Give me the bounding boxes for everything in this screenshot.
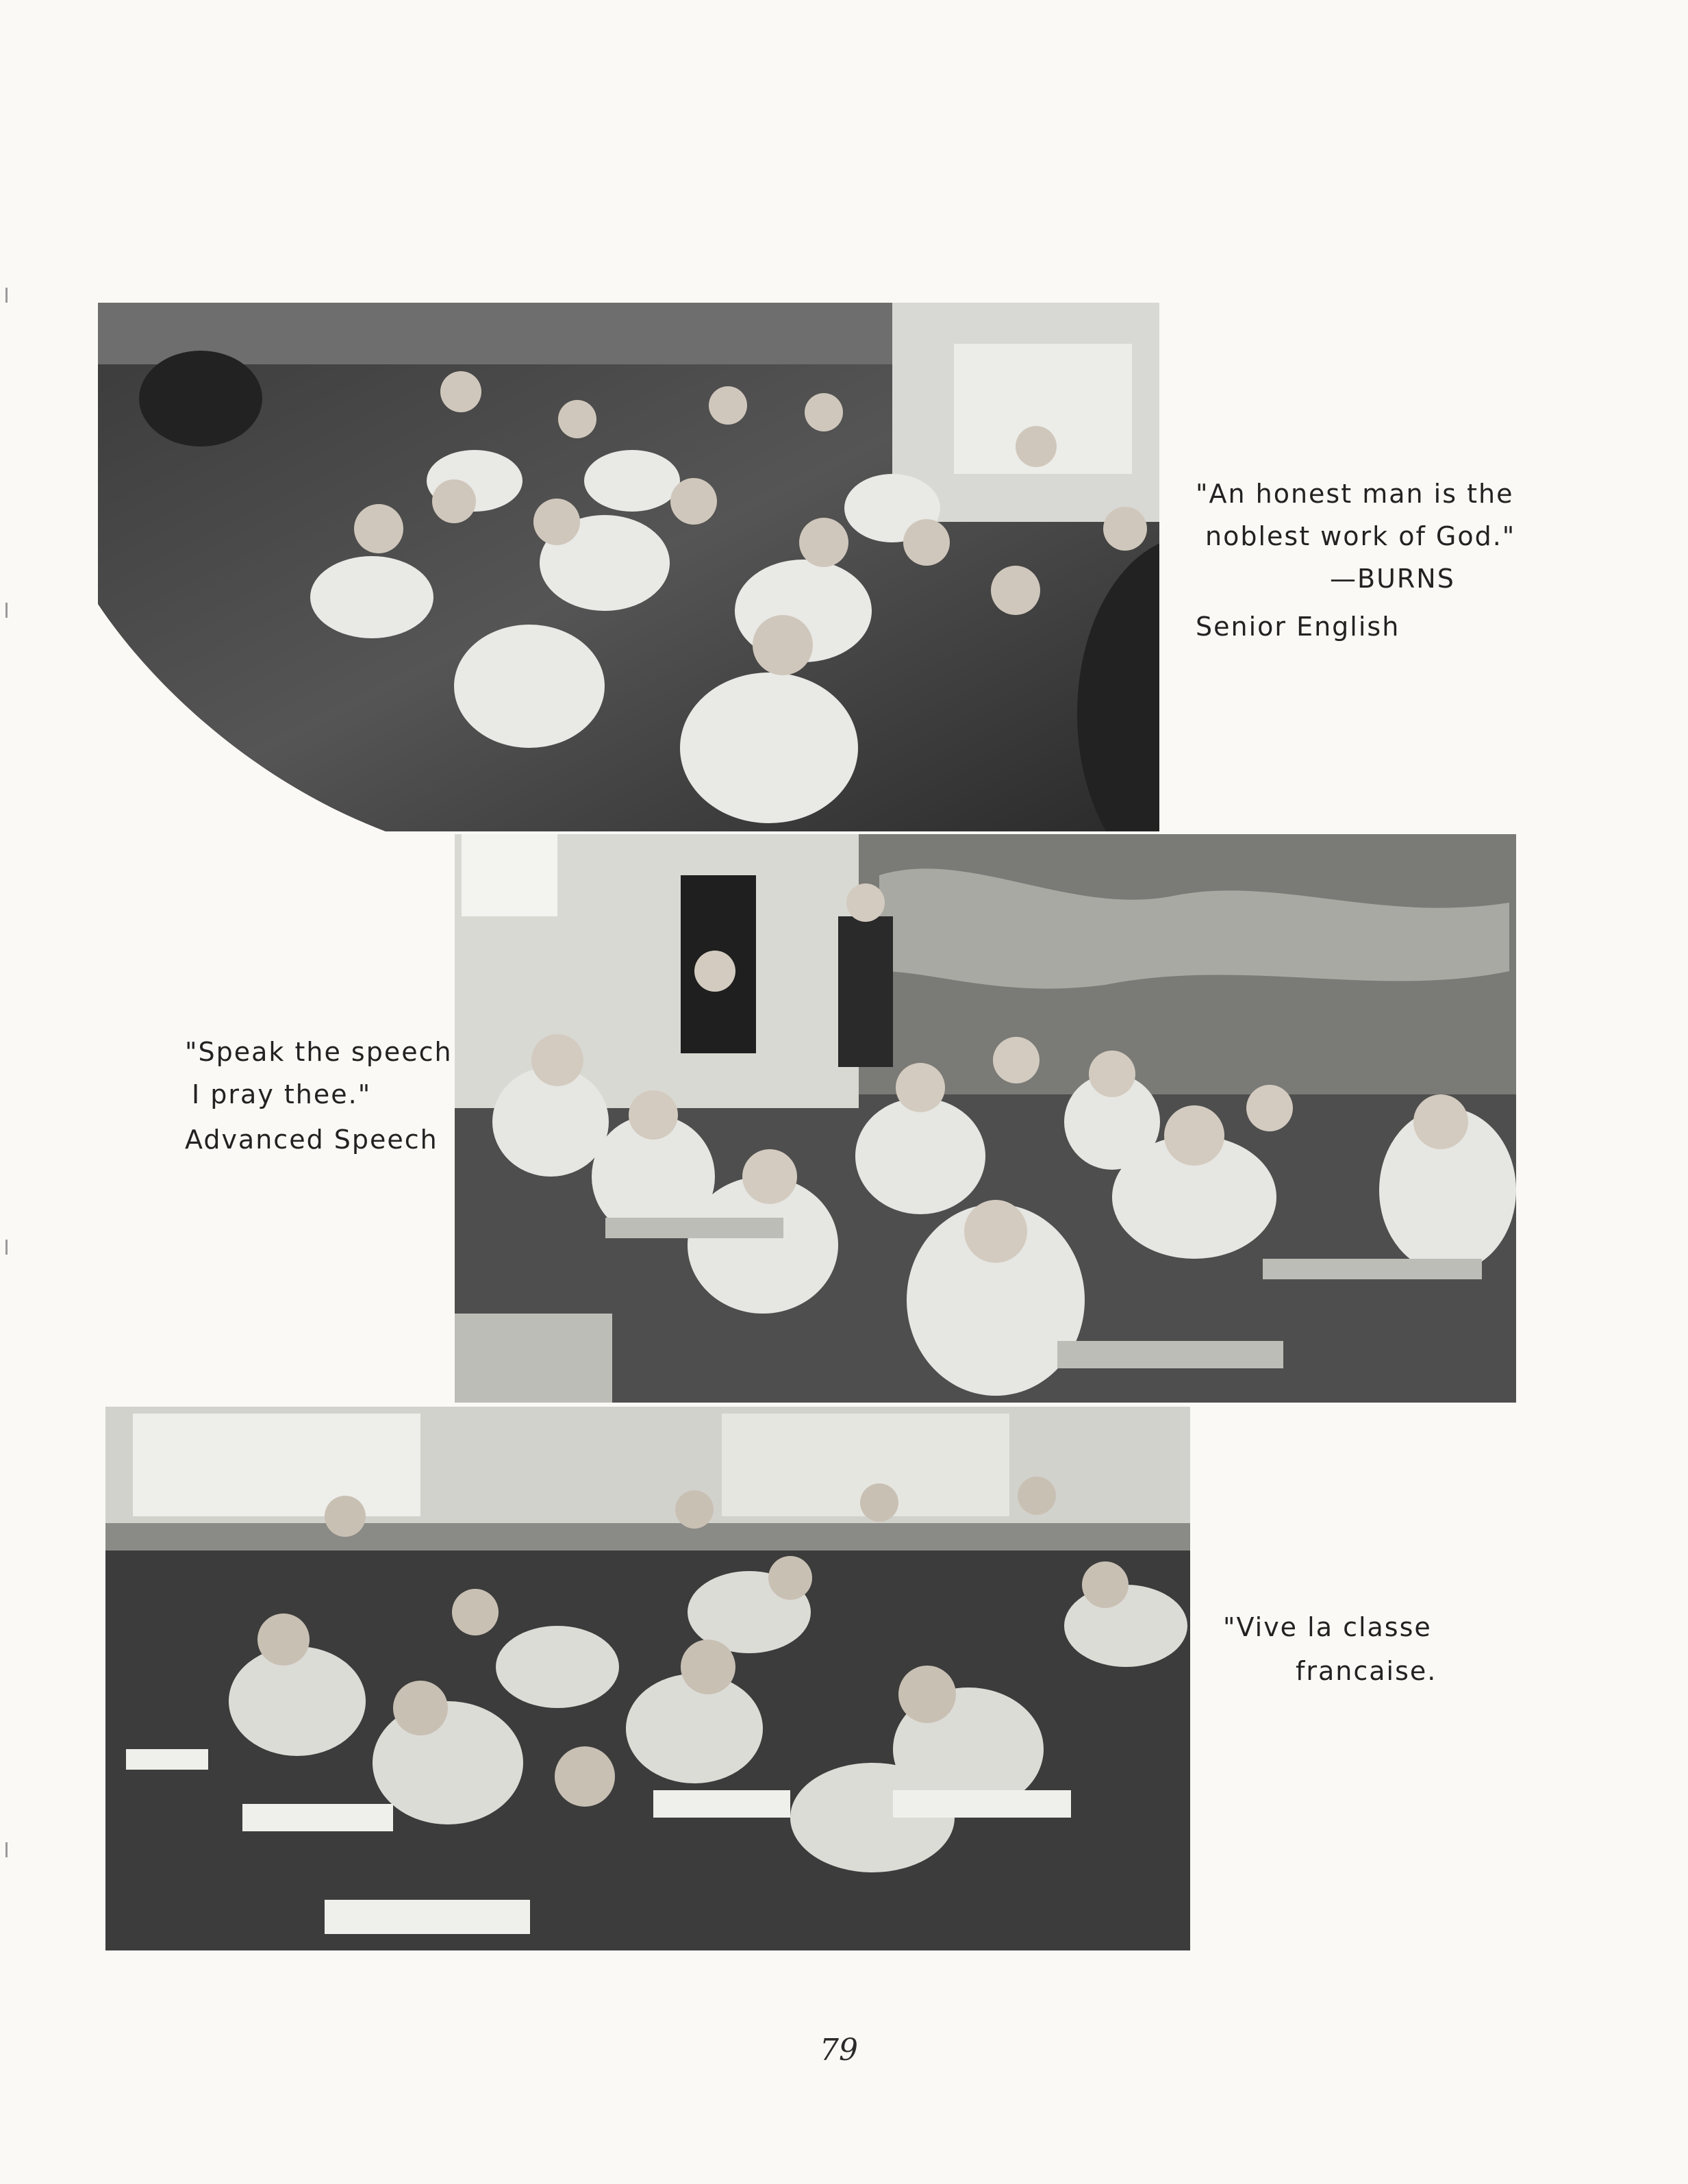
quote-line: noblest work of God."	[1205, 521, 1516, 551]
french-class-photo	[105, 1407, 1190, 1950]
advanced-speech-caption	[185, 1031, 453, 1161]
quote-line: I pray thee."	[192, 1079, 372, 1109]
advanced-speech-photo	[455, 834, 1516, 1403]
edge-mark	[5, 603, 8, 618]
quote-line: "Vive la classe	[1223, 1612, 1432, 1642]
class-name: Advanced Speech	[185, 1125, 438, 1155]
quote-line: "An honest man is the	[1196, 479, 1514, 509]
french-caption	[1223, 1606, 1437, 1692]
edge-mark	[5, 288, 8, 303]
senior-english-caption	[1196, 473, 1515, 648]
edge-mark	[5, 1240, 8, 1255]
edge-mark	[5, 1842, 8, 1857]
senior-english-photo	[98, 303, 1159, 831]
quote-line: francaise.	[1296, 1656, 1437, 1686]
page-number: 79	[820, 2033, 858, 2068]
attribution: —BURNS	[1330, 564, 1455, 594]
class-name: Senior English	[1196, 612, 1400, 642]
quote-line: "Speak the speech	[185, 1037, 453, 1067]
